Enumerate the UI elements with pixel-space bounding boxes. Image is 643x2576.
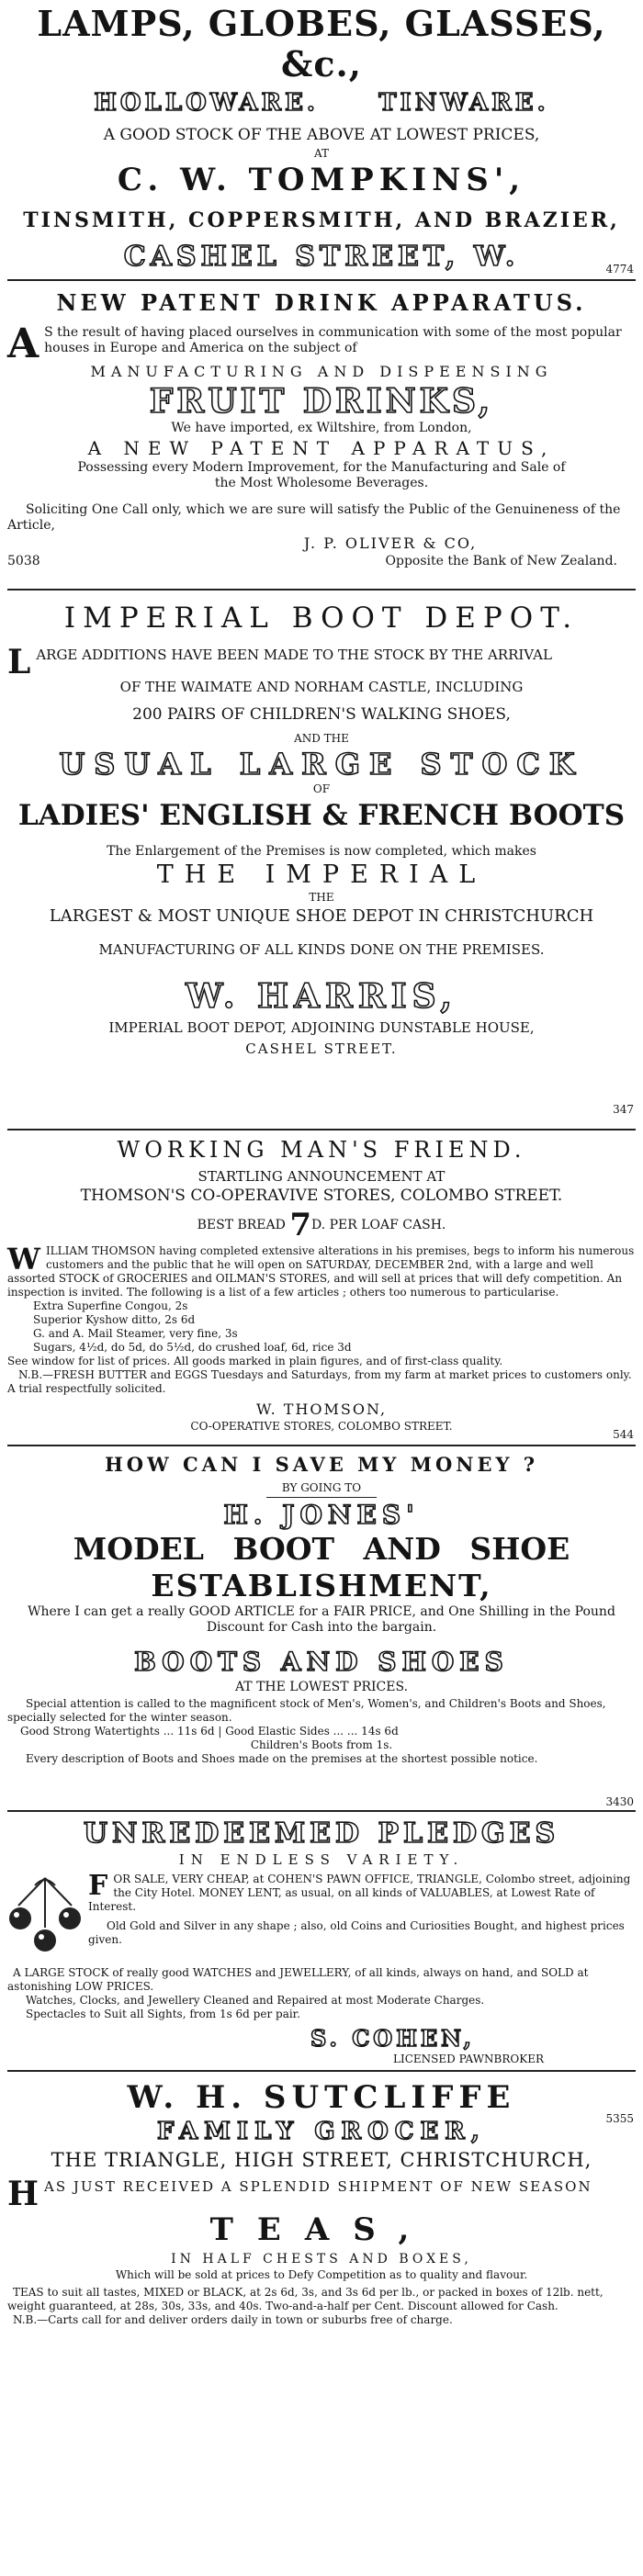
family-grocer: FAMILY GROCER, <box>157 2118 486 2145</box>
childrens-boots: Children's Boots from 1s. <box>250 1738 393 1751</box>
ad-ref-number: 5038 <box>7 554 40 568</box>
ad-ref-number: 347 <box>613 1103 634 1116</box>
depot-address: IMPERIAL BOOT DEPOT, ADJOINING DUNSTABLE HOUSE, <box>108 1019 535 1036</box>
list-item: Superior Kyshow ditto, 2s 6d <box>33 1313 196 1326</box>
jones-ad <box>7 1446 636 1810</box>
special-line: Special attention is called to the magnificent stock of Men's, Women's, and Children's Boots and Shoes, specially selected for the winter season. <box>7 1697 606 1724</box>
tompkins-name: C. W. TOMPKINS', <box>117 162 526 198</box>
waimate-line: OF THE WAIMATE AND NORHAM CASTLE, INCLUDING <box>119 679 524 695</box>
largest-line: LARGEST & MOST UNIQUE SHOE DEPOT IN CHRISTCHURCH <box>49 906 594 926</box>
drop-cap: L <box>7 643 31 681</box>
chests-line: IN HALF CHESTS AND BOXES, <box>171 2252 472 2267</box>
carts-line: N.B.—Carts call for and deliver orders daily in town or suburbs free of charge. <box>13 2313 453 2326</box>
nb-line: N.B.—FRESH BUTTER and EGGS Tuesdays and Saturdays, from my farm at market prices to customers only. A trial respectfully solicited. <box>7 1368 632 1395</box>
where-line: Where I can get a really GOOD ARTICLE for a FAIR PRICE, and One Shilling in the Pound Discount for Cash into the bargain. <box>28 1604 615 1635</box>
thomson-stores: THOMSON'S CO-OPERAVIVE STORES, COLOMBO STREET. <box>80 1187 563 1205</box>
list-item: Extra Superfine Congou, 2s <box>33 1299 188 1312</box>
cohen-sign: S. COHEN, <box>310 2025 475 2052</box>
intro-text: S the result of having placed ourselves in communication with some of the most popular houses in Europe and America on the subject of <box>44 325 622 355</box>
drop-cap: H <box>7 2175 39 2213</box>
ad-ref-number: 5355 <box>605 2112 634 2125</box>
large-stock-line: A LARGE STOCK of really good WATCHES and JEWELLERY, of all kinds, always on hand, and SOLD at astonishing LOW PRICES. <box>7 1966 589 1993</box>
old-gold-line: Old Gold and Silver in any shape ; also, old Coins and Curiosities Bought, and highest prices given. <box>88 1919 625 1946</box>
cashel-street-line: CASHEL STREET. <box>245 1041 398 1057</box>
bread-price-number: 7 <box>289 1207 311 1243</box>
good-stock-line: A GOOD STOCK OF THE ABOVE AT LOWEST PRICES, <box>103 126 540 144</box>
childrens-shoes: 200 PAIRS OF CHILDREN'S WALKING SHOES, <box>132 705 511 724</box>
drink-apparatus-title: NEW PATENT DRINK APPARATUS. <box>56 289 587 316</box>
imported-line: We have imported, ex Wiltshire, from London, <box>171 421 472 435</box>
possessing-line: Possessing every Modern Improvement, for the Manufacturing and Sale of the Most Wholesome Beverages. <box>77 460 566 490</box>
additions-line: ARGE ADDITIONS HAVE BEEN MADE TO THE STOCK BY THE ARRIVAL <box>36 647 552 663</box>
harris-name: W. HARRIS, <box>186 977 457 1016</box>
and-the: AND THE <box>294 732 349 745</box>
licensed-pawnbroker: LICENSED PAWNBROKER <box>393 2053 545 2065</box>
pledges-title: UNREDEEMED PLEDGES <box>83 1817 560 1850</box>
the-imperial: THE IMPERIAL <box>156 861 487 889</box>
trades-line: TINSMITH, COPPERSMITH, AND BRAZIER, <box>23 208 620 232</box>
at-label: AT <box>313 147 329 160</box>
boots-and-shoes: BOOTS AND SHOES <box>134 1647 509 1677</box>
drop-cap: A <box>7 321 39 367</box>
of-label: OF <box>312 782 331 795</box>
the-label: THE <box>309 891 334 904</box>
model-boot-line: MODEL BOOT AND SHOE <box>73 1531 570 1567</box>
oliver-ad <box>7 281 636 589</box>
by-going-to: BY GOING TO <box>281 1481 362 1494</box>
holloware-tinware: HOLLOWARE. TINWARE. <box>94 89 549 117</box>
jones-name: H. JONES' <box>223 1500 420 1530</box>
usual-large-stock: USUAL LARGE STOCK <box>59 747 584 782</box>
apparatus-line: A NEW PATENT APPARATUS, <box>87 437 556 459</box>
cohen-body: OR SALE, VERY CHEAP, at COHEN'S PAWN OFFICE, TRIANGLE, Colombo street, adjoining the City Hotel. MONEY LENT, as usual, on all kinds of VALUABLES, at Lowest Rate of Interest. <box>88 1873 631 1913</box>
thomson-ad <box>7 1131 636 1445</box>
bread-price <box>7 1209 636 1241</box>
fruit-drinks: FRUIT DRINKS, <box>149 382 494 421</box>
cashel-street: CASHEL STREET, W. <box>123 241 520 273</box>
thomson-sign: W. THOMSON, <box>255 1400 388 1418</box>
bread-label: BEST BREAD <box>197 1218 286 1232</box>
startling-line: STARTLING ANNOUNCEMENT AT <box>197 1168 446 1185</box>
every-description: Every description of Boots and Shoes made on the premises at the shortest possible notice. <box>26 1752 538 1765</box>
enlargement-line: The Enlargement of the Premises is now completed, which makes <box>107 844 536 859</box>
watches-line: Watches, Clocks, and Jewellery Cleaned and Repaired at most Moderate Charges. <box>26 1994 485 2007</box>
establishment: ESTABLISHMENT, <box>151 1568 492 1603</box>
triangle-address: THE TRIANGLE, HIGH STREET, CHRISTCHURCH, <box>51 2149 592 2171</box>
thomson-body: ILLIAM THOMSON having completed extensive alterations in his premises, begs to inform his numerous customers and the public that he will open on SATURDAY, DECEMBER 2nd, with a large and well assorted STOCK of GROCERIES and OILMAN'S STORES, and will sell at prices that will defy competition. An inspection is invited. The following is a list of a few articles ; others too numerous to particularise. <box>7 1244 635 1299</box>
thomson-address: CO-OPERATIVE STORES, COLOMBO STREET. <box>190 1420 453 1433</box>
sutcliffe-ad <box>7 2072 636 2390</box>
manufacturing-line: MANUFACTURING OF ALL KINDS DONE ON THE PREMISES. <box>98 941 545 958</box>
received-line: AS JUST RECEIVED A SPLENDID SHIPMENT OF NEW SEASON <box>44 2178 592 2195</box>
endless-variety: IN ENDLESS VARIETY. <box>178 1851 465 1868</box>
item-list <box>7 1299 636 1355</box>
teas-heading: TEAS, <box>209 2211 434 2248</box>
bread-suffix: D. PER LOAF CASH. <box>311 1218 446 1232</box>
lowest-prices: AT THE LOWEST PRICES. <box>234 1680 409 1694</box>
list-item: Sugars, 4½d, do 5d, do 5½d, do crushed loaf, 6d, rice 3d <box>33 1341 352 1354</box>
ladies-boots: LADIES' ENGLISH & FRENCH BOOTS <box>17 799 626 832</box>
sold-line: Which will be sold at prices to Defy Competition as to quality and flavour. <box>115 2268 528 2281</box>
prices-line: Good Strong Watertights ... 11s 6d | Good Elastic Sides ... ... 14s 6d <box>20 1725 399 1738</box>
cohen-ad <box>7 1812 636 2070</box>
divider <box>266 1497 377 1498</box>
tompkins-ad <box>7 4 636 279</box>
oliver-firm: J. P. OLIVER & CO, <box>303 534 478 552</box>
spectacles-line: Spectacles to Suit all Sights, from 1s 6d per pair. <box>26 2008 300 2020</box>
mfg-line: MANUFACTURING AND DISPEENSING <box>90 363 553 380</box>
pawn-balls-icon <box>7 1873 83 1964</box>
ad-ref-number: 3430 <box>605 1795 634 1808</box>
lamps-headline: LAMPS, GLOBES, GLASSES, &c., <box>37 3 606 84</box>
suit-line: TEAS to suit all tastes, MIXED or BLACK, at 2s 6d, 3s, and 3s 6d per lb., or packed in boxes of 12lb. nett, weight guaranteed, at 28s, 30s, 33s, and 40s. Two-and-a-half per Cent. Discount allowed for Cash. <box>7 2286 604 2312</box>
imperial-boot-ad <box>7 591 636 1129</box>
drop-cap: F <box>88 1870 108 1902</box>
imperial-title: IMPERIAL BOOT DEPOT. <box>63 602 580 635</box>
see-window-line: See window for list of prices. All goods marked in plain figures, and of first-class quality. <box>7 1355 503 1367</box>
ad-ref-number: 4774 <box>605 263 634 276</box>
soliciting-line: Soliciting One Call only, which we are sure will satisfy the Public of the Genuineness of the Article, <box>7 502 621 533</box>
drop-cap: W <box>7 1242 40 1277</box>
list-item: G. and A. Mail Steamer, very fine, 3s <box>33 1327 238 1340</box>
sutcliffe-name: W. H. SUTCLIFFE <box>127 2079 516 2116</box>
working-mans-title: WORKING MAN'S FRIEND. <box>117 1137 526 1163</box>
ad-ref-number: 544 <box>613 1428 634 1441</box>
save-money-title: HOW CAN I SAVE MY MONEY ? <box>104 1453 539 1476</box>
bank-address: Opposite the Bank of New Zealand. <box>385 554 617 568</box>
